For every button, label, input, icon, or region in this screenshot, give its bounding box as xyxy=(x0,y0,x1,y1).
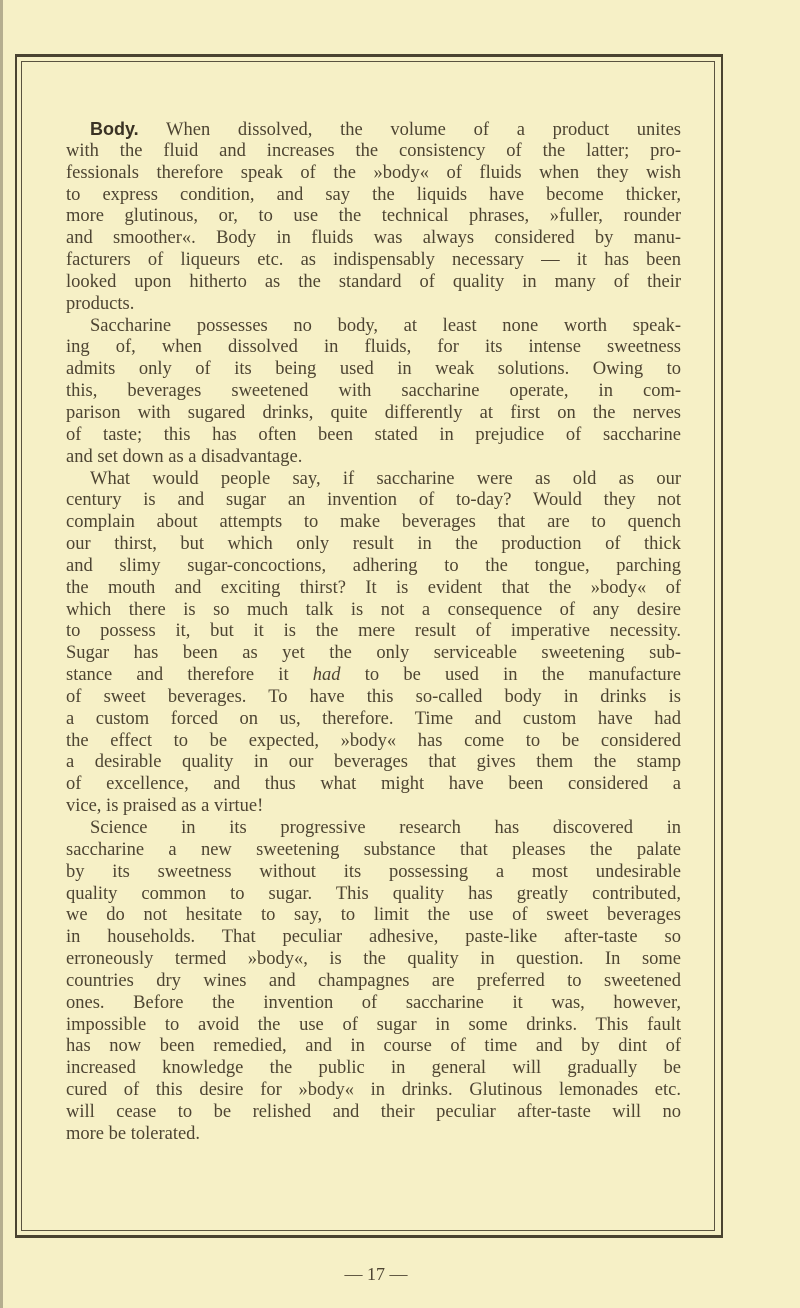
text-segment: parison with sugared drinks, quite differently at first on the nerves xyxy=(66,402,681,423)
text-segment: ones. Before the invention of saccharine it was, however, xyxy=(66,992,681,1013)
text-line xyxy=(66,469,681,491)
text-segment: the effect to be expected, »body« has come to be considered xyxy=(66,730,681,751)
text-line xyxy=(66,1102,681,1124)
text-segment: saccharine a new sweetening substance that pleases the palate xyxy=(66,839,681,860)
text-segment: admits only of its being used in weak solutions. Owing to xyxy=(66,359,681,380)
text-line xyxy=(66,578,681,600)
text-segment: vice, is praised as a virtue! xyxy=(66,796,264,817)
text-segment: Science in its progressive research has discovered in xyxy=(90,818,681,838)
text-segment: our thirst, but which only result in the production of thick xyxy=(66,534,681,555)
text-line xyxy=(66,141,681,163)
text-segment: Saccharine possesses no body, at least none worth speak- xyxy=(90,315,681,336)
text-segment: with the fluid and increases the consistency of the latter; pro- xyxy=(66,140,681,161)
text-segment: will cease to be relished and their peculiar after-taste will no xyxy=(66,1101,681,1122)
text-line xyxy=(66,884,681,906)
text-segment: erroneously termed »body«, is the quality in question. In some xyxy=(66,949,681,970)
text-line xyxy=(66,1080,681,1102)
text-line xyxy=(66,272,681,294)
text-segment: countries dry wines and champagnes are preferred to sweetened xyxy=(66,970,681,991)
body-text xyxy=(66,119,681,1146)
text-segment: a desirable quality in our beverages that gives them the stamp xyxy=(66,752,681,773)
text-segment: ing of, when dissolved in fluids, for its intense sweetness xyxy=(66,337,681,358)
text-segment: to express condition, and say the liquids have become thicker, xyxy=(66,184,681,205)
text-line xyxy=(66,774,681,796)
text-line xyxy=(66,949,681,971)
text-line xyxy=(66,316,681,338)
text-segment: What would people say, if saccharine were as old as our xyxy=(90,468,681,489)
text-line xyxy=(66,403,681,425)
text-segment: and slimy sugar-concoctions, adhering to the tongue, parching xyxy=(66,555,681,576)
page-spine-edge xyxy=(0,0,3,1308)
text-line xyxy=(66,993,681,1015)
text-segment: the mouth and exciting thirst? It is evident that the »body« of xyxy=(66,577,681,598)
text-segment: impossible to avoid the use of sugar in some drinks. This fault xyxy=(66,1014,681,1035)
text-line xyxy=(66,818,681,840)
text-line xyxy=(66,862,681,884)
text-line xyxy=(66,1124,681,1146)
text-line xyxy=(66,1036,681,1058)
text-segment: has now been remedied, and in course of time and by dint of xyxy=(66,1036,681,1057)
text-line xyxy=(66,687,681,709)
text-segment: cured of this desire for »body« in drinks. Glutinous lemonades etc. xyxy=(66,1080,681,1101)
text-segment: increased knowledge the public in general will gradually be xyxy=(66,1058,681,1079)
text-line xyxy=(66,294,681,316)
text-segment: and set down as a disadvantage. xyxy=(66,446,303,467)
text-line xyxy=(66,206,681,228)
text-line xyxy=(66,709,681,731)
text-segment: stance and therefore it xyxy=(66,665,313,686)
text-line xyxy=(66,337,681,359)
text-line xyxy=(66,752,681,774)
text-line xyxy=(66,905,681,927)
text-line xyxy=(66,228,681,250)
text-segment: a custom forced on us, therefore. Time and custom have had xyxy=(66,708,681,729)
text-segment: facturers of liqueurs etc. as indispensably necessary — it has been xyxy=(66,250,681,271)
text-line xyxy=(66,185,681,207)
text-line xyxy=(66,927,681,949)
text-segment: Sugar has been as yet the only serviceable sweetening sub- xyxy=(66,643,681,664)
text-line xyxy=(66,600,681,622)
text-segment: more glutinous, or, to use the technical phrases, »fuller, rounder xyxy=(66,206,681,227)
text-line xyxy=(66,250,681,272)
text-segment: fessionals therefore speak of the »body« of fluids when they wish xyxy=(66,162,681,183)
text-line xyxy=(66,556,681,578)
text-line xyxy=(66,447,681,469)
text-line xyxy=(66,490,681,512)
text-segment: of excellence, and thus what might have been considered a xyxy=(66,774,681,795)
text-line xyxy=(66,1058,681,1080)
text-segment: to possess it, but it is the mere result of imperative necessity. xyxy=(66,621,681,642)
text-segment: complain about attempts to make beverages that are to quench xyxy=(66,512,681,533)
text-segment: and smoother«. Body in fluids was always considered by manu- xyxy=(66,228,681,249)
section-heading: Body. xyxy=(90,119,139,139)
text-line xyxy=(66,731,681,753)
text-segment: to be used in the manufacture xyxy=(340,665,681,686)
text-segment: in households. That peculiar adhesive, paste-like after-taste so xyxy=(66,927,681,948)
text-segment: this, beverages sweetened with saccharine operate, in com- xyxy=(66,381,681,402)
text-line xyxy=(66,119,681,141)
text-line xyxy=(66,971,681,993)
text-line xyxy=(66,163,681,185)
page-number: — 17 — xyxy=(344,1264,408,1284)
text-segment: of taste; this has often been stated in prejudice of saccharine xyxy=(66,424,681,445)
text-segment: products. xyxy=(66,293,135,314)
italic-emphasis: had xyxy=(312,665,341,686)
text-segment: which there is so much talk is not a consequence of any desire xyxy=(66,599,681,620)
text-line xyxy=(66,381,681,403)
text-segment: quality common to sugar. This quality has greatly contributed, xyxy=(66,883,681,904)
text-line xyxy=(66,840,681,862)
text-segment: we do not hesitate to say, to limit the use of sweet beverages xyxy=(66,905,681,926)
text-line xyxy=(66,534,681,556)
text-segment: by its sweetness without its possessing a most undesirable xyxy=(66,861,681,882)
text-segment: century is and sugar an invention of to-day? Would they not xyxy=(66,490,681,511)
text-line xyxy=(66,621,681,643)
text-segment: of sweet beverages. To have this so-called body in drinks is xyxy=(66,686,681,707)
text-line xyxy=(66,425,681,447)
text-line xyxy=(66,359,681,381)
text-line xyxy=(66,796,681,818)
text-line xyxy=(66,512,681,534)
text-line xyxy=(66,1015,681,1037)
text-segment: When dissolved, the volume of a product unites xyxy=(138,120,681,140)
text-segment: more be tolerated. xyxy=(66,1123,201,1144)
text-line xyxy=(66,643,681,665)
text-segment: looked upon hitherto as the standard of quality in many of their xyxy=(66,271,681,292)
text-line xyxy=(66,665,681,687)
